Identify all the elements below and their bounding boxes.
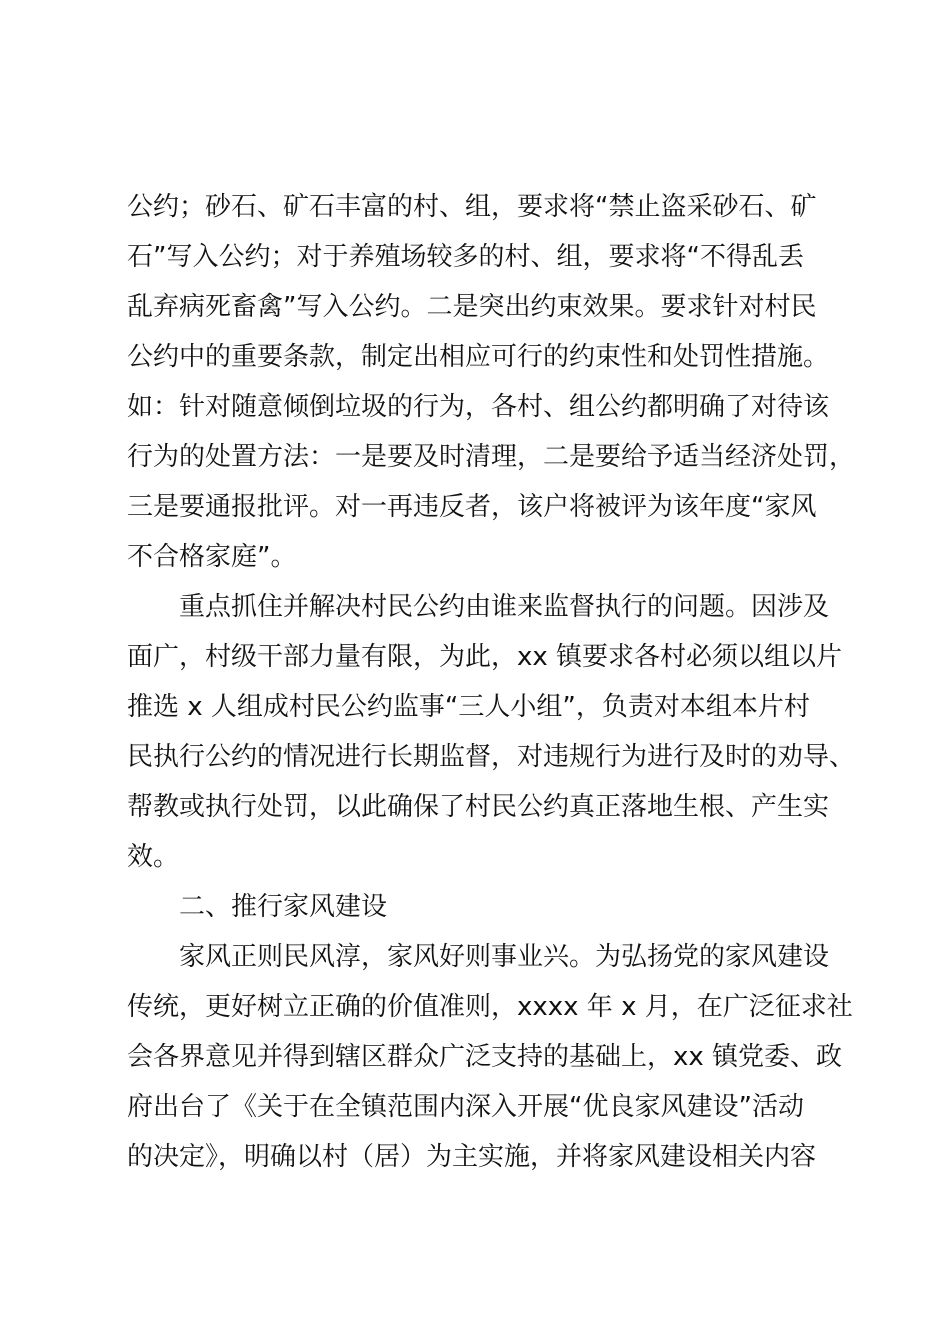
text-line: 的决定》，明确以村（居）为主实施，并将家风建设相关内容 — [127, 1142, 817, 1172]
paragraph-village-covenant-content — [127, 182, 856, 582]
text-line: 石”写入公约；对于养殖场较多的村、组，要求将“不得乱丢 — [127, 242, 804, 272]
text-line: 不合格家庭”。 — [127, 542, 297, 572]
text-line: 帮教或执行处罚，以此确保了村民公约真正落地生根、产生实 — [127, 792, 830, 822]
text-line: 推选 x 人组成村民公约监事“三人小组”，负责对本组本片村 — [127, 692, 810, 722]
text-line: 乱弃病死畜禽”写入公约。二是突出约束效果。要求针对村民 — [127, 292, 817, 322]
text-line: 面广，村级干部力量有限，为此，xx 镇要求各村必须以组以片 — [127, 642, 843, 672]
text-line: 如：针对随意倾倒垃圾的行为，各村、组公约都明确了对待该 — [127, 392, 830, 422]
section-heading: 二、推行家风建设 — [179, 892, 388, 922]
text-line-indented: 家风正则民风淳，家风好则事业兴。为弘扬党的家风建设 — [179, 942, 830, 972]
text-line: 会各界意见并得到辖区群众广泛支持的基础上，xx 镇党委、政 — [127, 1042, 843, 1072]
text-line: 行为的处置方法：一是要及时清理，二是要给予适当经济处罚， — [127, 442, 856, 472]
text-line: 效。 — [127, 842, 180, 872]
text-line: 三是要通报批评。对一再违反者，该户将被评为该年度“家风 — [127, 492, 817, 522]
text-line: 公约中的重要条款，制定出相应可行的约束性和处罚性措施。 — [127, 342, 830, 372]
paragraph-family-tradition — [127, 932, 853, 1182]
document-body — [127, 182, 856, 1182]
text-line: 民执行公约的情况进行长期监督，对违规行为进行及时的劝导、 — [127, 742, 856, 772]
text-line-indented: 重点抓住并解决村民公约由谁来监督执行的问题。因涉及 — [179, 592, 830, 622]
paragraph-supervision — [127, 582, 856, 882]
text-line: 传统，更好树立正确的价值准则，xxxx 年 x 月，在广泛征求社 — [127, 992, 853, 1022]
text-line: 府出台了《关于在全镇范围内深入开展“优良家风建设”活动 — [127, 1092, 804, 1122]
text-line: 公约；砂石、矿石丰富的村、组，要求将“禁止盗采砂石、矿 — [127, 192, 817, 222]
